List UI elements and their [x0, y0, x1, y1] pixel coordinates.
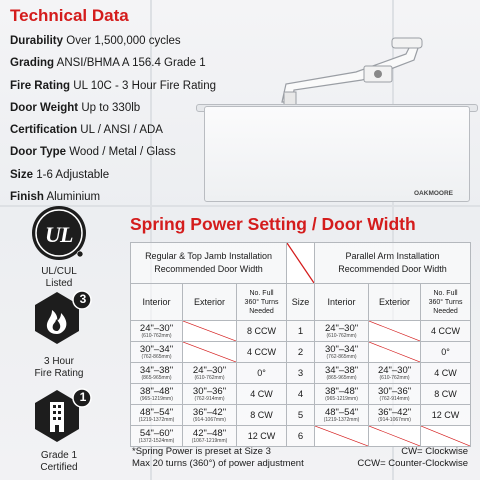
footnote-ccw: CCW= Counter-Clockwise: [357, 458, 468, 469]
table-row: [131, 384, 471, 405]
table-group-header-row: [131, 243, 471, 284]
cell-parallel-interior: 48"–54" (1219-1372mm): [315, 405, 369, 426]
cell-regular-exterior: 30"–36" (762-914mm): [183, 384, 237, 405]
column-header-turns: No. Full 360° Turns Needed: [421, 284, 471, 321]
spec-value: UL 10C - 3 Hour Fire Rating: [73, 79, 217, 92]
cell-regular-turns: 8 CCW: [237, 321, 287, 342]
svg-text:U: U: [45, 222, 61, 247]
spec-row: [10, 52, 216, 74]
spec-row: [10, 97, 216, 119]
cell-regular-interior: 48"–54" (1219-1372mm): [131, 405, 183, 426]
footnote-cw: CW= Clockwise: [401, 446, 468, 457]
spec-value: ANSI/BHMA A 156.4 Grade 1: [56, 57, 206, 70]
cell-parallel-turns: 8 CW: [421, 384, 471, 405]
badge-label: UL/CUL Listed: [41, 266, 77, 289]
spec-value: Over 1,500,000 cycles: [66, 35, 181, 47]
footnote-max-turns: Max 20 turns (360°) of power adjustment: [132, 458, 304, 469]
spec-list: [10, 30, 216, 208]
ul-listed-icon: [30, 202, 88, 264]
cell-parallel-interior: 38"–48" (965-1219mm): [315, 384, 369, 405]
spec-key: Grading: [10, 57, 55, 70]
cell-regular-exterior: [183, 321, 237, 342]
column-header-exterior: Exterior: [183, 284, 237, 321]
spec-row: [10, 164, 216, 186]
cell-parallel-interior: [315, 426, 369, 447]
door-closer-illustration: [196, 32, 476, 202]
spec-key: Finish: [10, 191, 44, 204]
badge-number: 1: [79, 390, 87, 404]
spec-key: Door Type: [10, 146, 67, 159]
badge-label: Grade 1 Certified: [40, 450, 78, 473]
cell-size: 2: [287, 342, 315, 363]
cell-parallel-turns: [421, 426, 471, 447]
cell-regular-interior: 54"–60" (1372-1524mm): [131, 426, 183, 447]
badge-label: 3 Hour Fire Rating: [34, 356, 84, 379]
cell-regular-turns: 12 CW: [237, 426, 287, 447]
group-header-parallel: Parallel Arm Installation Recommended Door Width: [315, 243, 471, 284]
cell-regular-interior: 24"–30" (610-762mm): [131, 321, 183, 342]
cell-parallel-exterior: [369, 426, 421, 447]
cell-parallel-turns: 4 CW: [421, 363, 471, 384]
table-column-header-row: [131, 284, 471, 321]
cell-parallel-interior: 34"–38" (865-965mm): [315, 363, 369, 384]
spec-row: [10, 30, 216, 52]
page-title: Technical Data: [10, 6, 129, 25]
cell-size: 4: [287, 384, 315, 405]
spec-row: [10, 119, 216, 141]
spec-row: [10, 75, 216, 97]
cell-parallel-turns: 12 CW: [421, 405, 471, 426]
cell-parallel-interior: 24"–30" (610-762mm): [315, 321, 369, 342]
blank-cell: [287, 243, 315, 284]
cell-regular-turns: 4 CCW: [237, 342, 287, 363]
spec-value: Wood / Metal / Glass: [69, 146, 176, 159]
table-row: [131, 342, 471, 363]
spring-power-table: [130, 242, 471, 447]
cell-size: 6: [287, 426, 315, 447]
spec-key: Size: [10, 168, 34, 181]
spec-key: Door Weight: [10, 101, 79, 114]
column-header-exterior: Exterior: [369, 284, 421, 321]
column-header-size: Size: [287, 284, 315, 321]
brand-logo: OAKMOORE: [414, 190, 453, 197]
footnote-preset: *Spring Power is preset at Size 3: [132, 446, 271, 457]
cell-size: 1: [287, 321, 315, 342]
table-row: [131, 321, 471, 342]
cell-parallel-turns: 4 CCW: [421, 321, 471, 342]
table-row: [131, 363, 471, 384]
cell-regular-turns: 8 CW: [237, 405, 287, 426]
table-row: [131, 405, 471, 426]
cell-parallel-interior: 30"–34" (762-865mm): [315, 342, 369, 363]
cell-parallel-exterior: 24"–30" (610-762mm): [369, 363, 421, 384]
closer-body: [204, 106, 470, 202]
cell-size: 3: [287, 363, 315, 384]
cell-size: 5: [287, 405, 315, 426]
cell-parallel-turns: 0°: [421, 342, 471, 363]
table-body: [131, 321, 471, 447]
spec-value: Up to 330lb: [81, 101, 141, 114]
group-header-regular: Regular & Top Jamb Installation Recommended Door Width: [131, 243, 287, 284]
spec-row: [10, 141, 216, 163]
cell-regular-turns: 0°: [237, 363, 287, 384]
footnote: [132, 446, 468, 470]
cell-regular-exterior: 36"–42" (914-1067mm): [183, 405, 237, 426]
cell-parallel-exterior: [369, 321, 421, 342]
cell-regular-exterior: 42"–48" (1067-1219mm): [183, 426, 237, 447]
cell-parallel-exterior: 30"–36" (762-914mm): [369, 384, 421, 405]
spec-value: Aluminium: [46, 191, 101, 204]
spring-table-title: Spring Power Setting / Door Width: [130, 214, 416, 234]
spec-value: UL / ANSI / ADA: [80, 124, 163, 137]
cell-regular-exterior: [183, 342, 237, 363]
cell-regular-interior: 38"–48" (965-1219mm): [131, 384, 183, 405]
closer-arm-icon: [196, 32, 476, 112]
cell-regular-exterior: 24"–30" (610-762mm): [183, 363, 237, 384]
column-header-turns: No. Full 360° Turns Needed: [237, 284, 287, 321]
column-header-interior: Interior: [315, 284, 369, 321]
spec-value: 1-6 Adjustable: [36, 168, 110, 181]
spec-key: Certification: [10, 124, 78, 137]
spec-key: Fire Rating: [10, 79, 71, 92]
cell-parallel-exterior: 36"–42" (914-1067mm): [369, 405, 421, 426]
column-header-interior: Interior: [131, 284, 183, 321]
table-row: [131, 426, 471, 447]
cell-regular-turns: 4 CW: [237, 384, 287, 405]
cell-parallel-exterior: [369, 342, 421, 363]
badge-number: 3: [79, 292, 87, 306]
spec-key: Durability: [10, 35, 64, 47]
cell-regular-interior: 30"–34" (762-865mm): [131, 342, 183, 363]
cell-regular-interior: 34"–38" (865-965mm): [131, 363, 183, 384]
svg-text:L: L: [60, 222, 74, 247]
